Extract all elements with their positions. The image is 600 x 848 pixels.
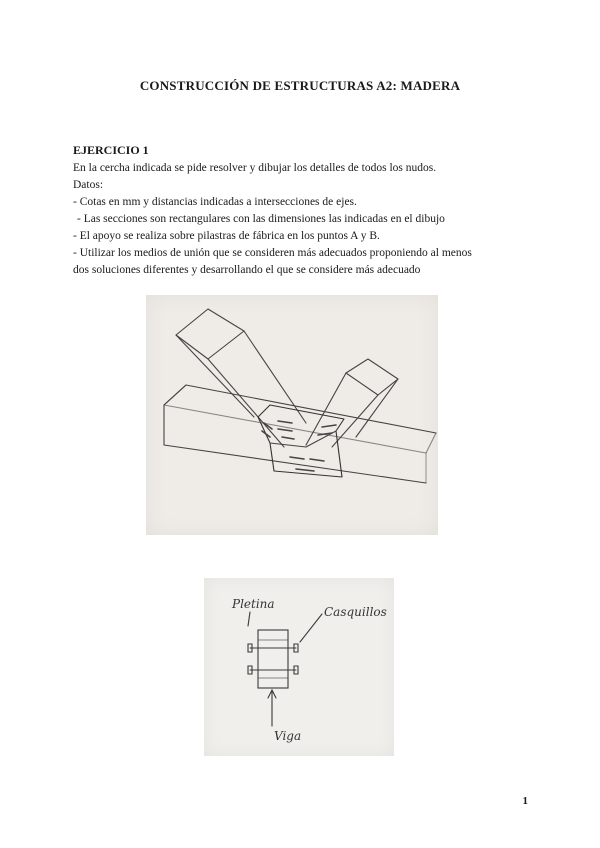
label-viga: Viga	[274, 729, 302, 743]
paragraph-intro: En la cercha indicada se pide resolver y dibujar los detalles de todos los nudos.	[73, 162, 437, 174]
exercise-heading: EJERCICIO 1	[73, 143, 149, 157]
page-number: 1	[522, 795, 528, 807]
paragraph-union-2: dos soluciones diferentes y desarrollando el que se considere más adecuado	[73, 264, 421, 276]
exercise-statement	[73, 160, 533, 279]
paragraph-cotas: - Cotas en mm y distancias indicadas a intersecciones de ejes.	[73, 196, 357, 208]
paragraph-datos: Datos:	[73, 179, 104, 191]
plate-detail-drawing	[204, 578, 394, 756]
truss-joint-sketch	[146, 295, 438, 535]
label-casquillos: Casquillos	[324, 605, 387, 619]
plate-detail-sketch	[204, 578, 394, 756]
label-pletina: Pletina	[232, 597, 275, 611]
paragraph-secciones: - Las secciones son rectangulares con las dimensiones las indicadas en el dibujo	[77, 213, 445, 225]
truss-joint-drawing	[146, 295, 438, 535]
paragraph-union-1: - Utilizar los medios de unión que se consideren más adecuados proponiendo al menos	[73, 247, 472, 259]
page-title: CONSTRUCCIÓN DE ESTRUCTURAS A2: MADERA	[139, 78, 461, 93]
paragraph-apoyo: - El apoyo se realiza sobre pilastras de fábrica en los puntos A y B.	[73, 230, 380, 242]
